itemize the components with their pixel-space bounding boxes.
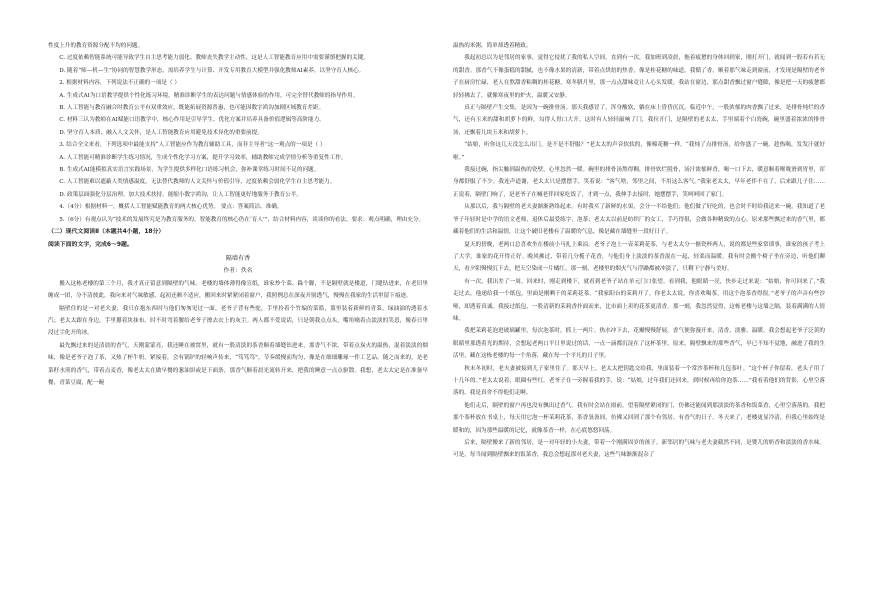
right-column <box>453 40 825 462</box>
story-paragraph: 我把茉莉花泡进玻璃罐里，每次泡茶时，抓上一两片。热水冲下去，花瓣慢慢舒展，香气便弥漫开来，清香、淡雅、温暖。我会想起老爷子泛黄的眼睛里那透着光的期待，会想起老两口平日里说过的话，一点一滴都沉淀在了这杯茶里。原来，隔壁飘来的那些香气，早已不知不觉地，融进了我的生活里，藏在这栋老楼的每一个角落，藏在每一个平凡的日子里。 <box>453 328 825 360</box>
story-paragraph: 后来，隔壁搬来了新的邻居，是一对年轻的小夫妻，带着一个刚满周岁的孩子。新邻居的气味与老夫妻截然不同，是婴儿的奶香和淡淡的香水味。可是，每当闻到隔壁飘来的饭菜香，我总会想起那对老夫妻，这些气味渐渐混杂了 <box>453 440 825 459</box>
q3-option-a: A. 人工智能可精准诊断学生练习情况，生成个性化学习方案，提升学习效率，辅助教师完成学情分析等重复性工作。 <box>59 154 347 161</box>
story-paragraph: 从那以后，我与隔壁的老夫妻渐渐熟络起来。有时我买了新鲜的水果，会分一半给他们；他们做了好吃的，也会时不时给我送来一碗。我知道了老爷子年轻时是中学的语文老师，退休后最爱练字，泡茶；老太太以前是纺织厂的女工，手巧得很，会做各种精致的点心。原来那些飘过来的香气里，都藏着他们的生活和温情，让这个破旧老楼有了温暖的气息，像是藏在墙缝里一段好日子。 <box>453 204 825 236</box>
question-4: 4.（4分）根据材料一，概括人工智能赋能教育的两大核心优势。 要点：答案简洁、准确。 <box>59 204 283 211</box>
story-paragraph: 最先飘过来的是清晨的香气，天刚蒙蒙亮，我还睡在被窝里，就有一股清淡的茶香顺着墙缝钻进来，那香气不浓，带着点炭火的温热，混着淡淡的烟味，像是老爷子泡了茶，又热了杯牛奶。紧接着，会有锅铲的轻响声传来，“笃笃笃”，节奏缓慢而均匀，像是在细细雕琢一件工艺品。随之而来的，是老菜籽水煎的香气，带着点麦香，像老太太在做早餐的葱油饼或是下面条，那香气顺着晨光流转开来，把我的睡意一点点驱散。我想，老太太定是在准备早餐，青菜豆腐，配一碗 <box>48 342 428 386</box>
section-heading: （二）现代文阅读Ⅱ（本题共4小题，18分） <box>48 229 165 236</box>
q2-option-a: A. 生成式AI为口语教学提供个性化练习环境，精准诊断学生的表达问题与情感体验的作用，可完全替代教师的指导作用。 <box>59 92 359 99</box>
q2-stem: 2. 根据材料内容，下列说法不正确的一项是（ ） <box>59 80 180 87</box>
story-paragraph: 秋末冬初时，老夫妻被接到儿子家里住了。那天早上，老太太把钥匙交给我，里面装着一个常沙茶杯和几包茶叶。“这个杯子你留着，老头子用了十几年的。”老太太说着，眼圈有些红。老爷子在一旁握着我的手，说：“姑娘，过年我们还回来，到时候再给你泡茶……”我看着他们的背影，心里空落落的。我是真舍不得他们走啊。 <box>453 365 825 397</box>
story-paragraph: 我起初总以为是邻居的家事，觉得它侵扰了我的私人空间，直到有一次，我加班到凌晨，拖着疲惫的身体回到家，刚打开门，就闻到一股若有若无的甜香。那香气不像蛋糕的甜腻，也不像水果的清新，带着点烘焙的焦香，像是桂花糖的味道。我循了香，顺着那气味走到窗前，才发现是隔壁的老爷子在厨房忙碌，老人在熬甜香粘稠的桂花糖，寒冬腊月里，那一点点甜味竟让人心头发暖。我站在窗边，那点甜香飘过窗户缝隙，像是把一天的疲惫都轻轻拂去了，就像寒夜里的炉火，温暖又安静。 <box>453 55 825 99</box>
q3-option-b: B. 生成式AI能模拟真实语言实践场景，为学生提供多样化口语练习机会，弥补课堂练习时间不足的问题。 <box>59 167 320 174</box>
story-paragraph: 搬入这栋老楼的第三个月，我才真正留意到隔壁的气味。老楼的墙体薄得像宣纸，谁家炒个菜、跺个脚，不是隔壁就是楼道，门缝钻进来，在老旧里缠成一团，分不清彼此。我向来对气味敏感，起初还颇不适应，搬回来时紧紧闭着窗户，我照例总在深夜开窗透气，慢慢在我家的生活里留下痕迹。 <box>48 280 428 300</box>
q2-option-b: B. 人工智能与教育融合时教育公平有双重效应，既能拓展资源普惠，也可能因数字鸿沟加剧区域教育差距。 <box>59 105 325 112</box>
story-paragraph: 隔壁住的是一对老夫妻，我只在抱东西时与他们匆匆见过一面。老爷子背有些驼，手里拎着个竹编的菜篮，篮里装着新鲜的青菜，绿油油的透着水汽；老太太跟在身边，手里攥着块抹布，时不时弯着腰给老爷子擦去衣上的灰尘。两人都不爱说话，只是朝我点点头，嘴角噙着点淡淡的笑意，像春日里浸过尘化开的冰。 <box>48 305 428 337</box>
q2-option-c: C. 材料三认为教师在AI赋能口语教学中，核心作用是引导学生、优化方案并培养具备价值逻辑等高阶能力。 <box>59 117 325 124</box>
q3-option-d: D. 政策层面强化分层治理、加大技术扶持，能缩小数字鸿沟，让人工智能更好地服务于教育公平。 <box>59 191 302 198</box>
q1-option-c: C. 过度依赖智能系统可能导致学生自主思考能力弱化、教师丧失教学主动性，这是人工智能教育应用中需要谨慎把握的关键。 <box>59 55 369 62</box>
question-5: 5.（6分）有观点认为“技术的发展终究是为教育服务的，智能教育的核心仍在‘育人’”，结合材料内容，谈谈你的看法。要求：观点明确，理由充分。 <box>59 216 425 223</box>
story-paragraph: 有一次，我出差了一周，回来时，刚走到楼下，就看到老爷子站在单元门口张望。看到我，他眼睛一亮，快步走过来说：“姑娘，你可回来了，”我走过去，他递给我一个纸包，里面是刚晒干的茉莉花茶。“我家阳台的茉莉开了，你老太太说，你喜欢喝茶，用这个泡茶香得很。”老爷子的声音有些沙哑，却透着真诚。我接过纸包，一股清新的茉莉香扑面而来，比市面上卖的花茶更清香。那一刻，我忽然觉得，这栋老楼与这墙之隔，装着满满的人情味。 <box>453 278 825 322</box>
q3-option-c: C. 人工智能难以遮蔽人类情感温度，无法替代教师的人文关怀与价值引导，过度依赖会弱化学生自主思考能力。 <box>59 179 336 186</box>
story-title: 隔墙有香 <box>225 254 251 262</box>
story-paragraph: 温热的米粥，简单却透着精致。 <box>453 43 532 49</box>
story-paragraph: 我接过碗，指尖触到温热的瓷壁，心里忽然一暖。碗里的排骨汤熬得稠，排骨软烂脱骨，汤汁浓郁鲜香，喝一口下去，暖意顺着喉咙滑到胃里，浑身都舒服了不少。我连声道谢，老太太只是摆摆手，笑着说：“客气啥，邻里之间，不用这么客气。”我家老太太，早年老伴不在了，后来跟儿子住……正说着，隔壁门响了，是老爷子在喊老伴回家吃饭了，才到一点，我伸手去接时，她摆摆手，笑呵呵回了家门。 <box>453 167 825 198</box>
story-author: 作者：佚名 <box>223 268 253 275</box>
section-instruction: 阅读下面的文字，完成6～9题。 <box>48 241 133 248</box>
story-paragraph: 他们走后，隔壁的窗户再也没有飘出过香气。我有时会站在窗前，望着隔壁紧闭的门，仿佛还能闻到那淡淡的茶香和饭菜香，心里空落落的。我把那个茶杯放在书桌上，每天用它泡一杯茉莉花茶，茶香袅袅间，仿佛又回到了那个有邻居、有香气的日子。冬天来了，老楼更显冷清，但我心里始终是暖和的，因为那些温暖的记忆，就像茶香一样，在心底悠悠回荡。 <box>453 402 825 434</box>
intro-fragment: 性度上升的教育资源分配不均的问题。 <box>48 43 144 49</box>
q3-stem: 3. 结合全文来看，下列选项中最能支持“人工智能应作为教育辅助工具，而非主导者”这一观点的一项是（ ） <box>59 142 326 149</box>
q1-option-d: D. 随着“师—机—生”协同的智慧教学形态，需培养学生与计算、开发专用教育大模型并强化教师AI素养，以坚守育人核心。 <box>59 67 365 74</box>
story-paragraph: 夏天的傍晚，老两口总喜欢坐在楼前小马扎上乘凉。老爷子泡上一壶茉莉花茶，与老太太分一搪瓷杯两人，说的都是些家常琐事，谁家的孩子考上了大学，谁家的花开得正好。晚风拂过，带着几分栀子花香，与他们身上淡淡的茶香混在一起，轻柔而温暖。我有时会搬个椅子坐在旁边，听他们聊天，看夕阳慢慢沉下去，把天空染成一片橘红。那一刻，老楼里的烟火气与浮躁都被冲淡了，只剩下宁静与美好。 <box>453 241 825 273</box>
left-column <box>48 40 428 389</box>
story-paragraph: 真正与隔壁产生交集，是因为一碗排骨汤。那天我感冒了，浑身酸软，躺在床上昏昏沉沉。临近中午，一股浓郁的肉香飘了过来，是排骨炖烂的香气，还有玉米的甜和胡萝卜的鲜，勾得人胃口大开。这时有人轻轻敲响了门，我拉开门，是隔壁的老太太，手里端着个白瓷碗，碗里盛着浓浓的排骨汤，还飘着几块玉米和胡萝卜。 <box>453 105 825 136</box>
story-paragraph: “姑娘，听你这几天没怎么出门，是不是不舒服？”老太太的声音软软的，像棉花糖一样。“我炖了点排骨汤，给你盛了一碗，趁热喝，发发汗就好啦。” <box>453 142 825 161</box>
q2-option-d: D. 坚守育人本质、融入人文关怀，是人工智能教育应用避免技术异化的重要前提。 <box>59 129 263 136</box>
